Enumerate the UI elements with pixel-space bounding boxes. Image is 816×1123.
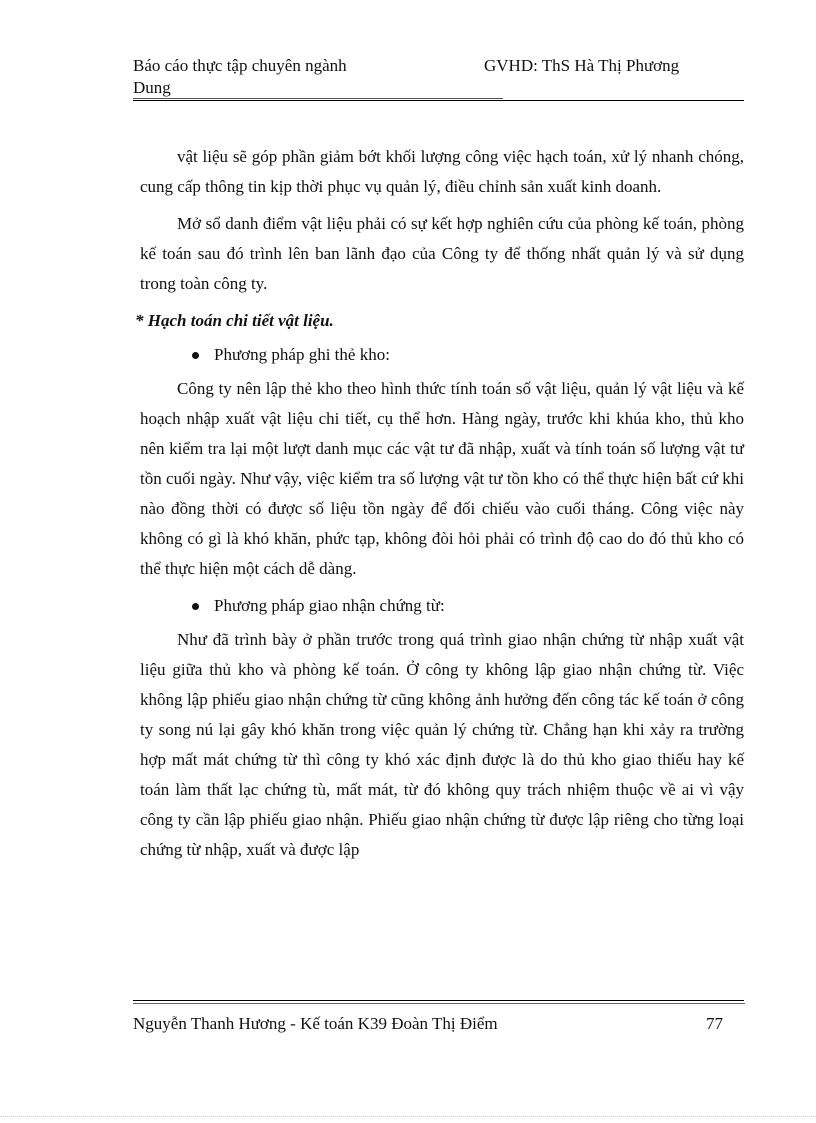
page-bottom-dotted-line <box>0 1116 816 1117</box>
footer-divider-thin <box>133 1003 745 1004</box>
header-supervisor: GVHD: ThS Hà Thị Phương <box>484 56 680 75</box>
bullet-dot-icon <box>192 352 199 359</box>
header-title-line1: Báo cáo thực tập chuyên ngành <box>133 56 347 75</box>
footer-author: Nguyễn Thanh Hương - Kế toán K39 Đoàn Thị Điểm <box>133 1014 498 1033</box>
section-heading: * Hạch toán chi tiết vật liệu. <box>135 311 334 330</box>
bullet-item-1 <box>192 340 744 370</box>
footer-divider <box>133 1000 744 1001</box>
header-divider <box>133 100 744 101</box>
paragraph-3: Công ty nên lập thẻ kho theo hình thức tính toán số vật liệu, quản lý vật liệu và kế hoạch nhập xuất vật liệu chi tiết, cụ thể hơn. Hàng ngày, trước khi khúa kho, thủ kho nên kiểm tra lại một lượt danh mục các vật tư đã nhập, xuất và tính toán số lượng vật tư tồn cuối ngày. Như vậy, việc kiểm tra số lượng vật tư tồn kho có thể thực hiện bất cứ khi nào đồng thời có được số liệu tồn ngày để đối chiếu vào cuối tháng. Công việc này không có gì là khó khăn, phức tạp, không đòi hỏi phải có trình độ cao do đó thủ kho có thể thực hiện một cách dễ dàng. <box>140 379 744 578</box>
bullet-item-1-label: Phương pháp ghi thẻ kho: <box>214 345 390 364</box>
bullet-dot-icon <box>192 603 199 610</box>
bullet-item-2 <box>192 591 744 621</box>
bullet-item-2-label: Phương pháp giao nhận chứng từ: <box>214 596 445 615</box>
header-divider-thin <box>133 98 503 99</box>
paragraph-4: Như đã trình bày ở phần trước trong quá trình giao nhận chứng từ nhập xuất vật liệu giữa thủ kho và phòng kế toán. Ở công ty không lập giao nhận chứng từ. Việc không lập phiếu giao nhận chứng từ cũng không ảnh hưởng đến công tác kế toán ở công ty song nú lại gây khó khăn trong việc quản lý chứng từ. Chẳng hạn khi xảy ra trường hợp mất mát chứng từ thì công ty khó xác định được là do thủ kho giao thiếu hay kế toán làm thất lạc chứng tù, mất mát, từ đó không quy trách nhiệm thuộc về ai vì vậy công ty cần lập phiếu giao nhận. Phiếu giao nhận chứng từ được lập riêng cho từng loại chứng từ nhập, xuất và được lập <box>140 630 744 859</box>
paragraph-2: Mở sổ danh điểm vật liệu phải có sự kết hợp nghiên cứu của phòng kế toán, phòng kế toán sau đó trình lên ban lãnh đạo của Công ty để thống nhất quản lý và sử dụng trong toàn công ty. <box>140 214 744 293</box>
page-number: 77 <box>706 1014 723 1033</box>
header-report-title <box>133 55 347 99</box>
header-title-line2: Dung <box>133 78 171 97</box>
paragraph-1: vật liệu sẽ góp phần giảm bớt khối lượng công việc hạch toán, xử lý nhanh chóng, cung cấp thông tin kịp thời phục vụ quản lý, điều chỉnh sản xuất kinh doanh. <box>140 147 744 196</box>
page-body <box>135 142 744 872</box>
